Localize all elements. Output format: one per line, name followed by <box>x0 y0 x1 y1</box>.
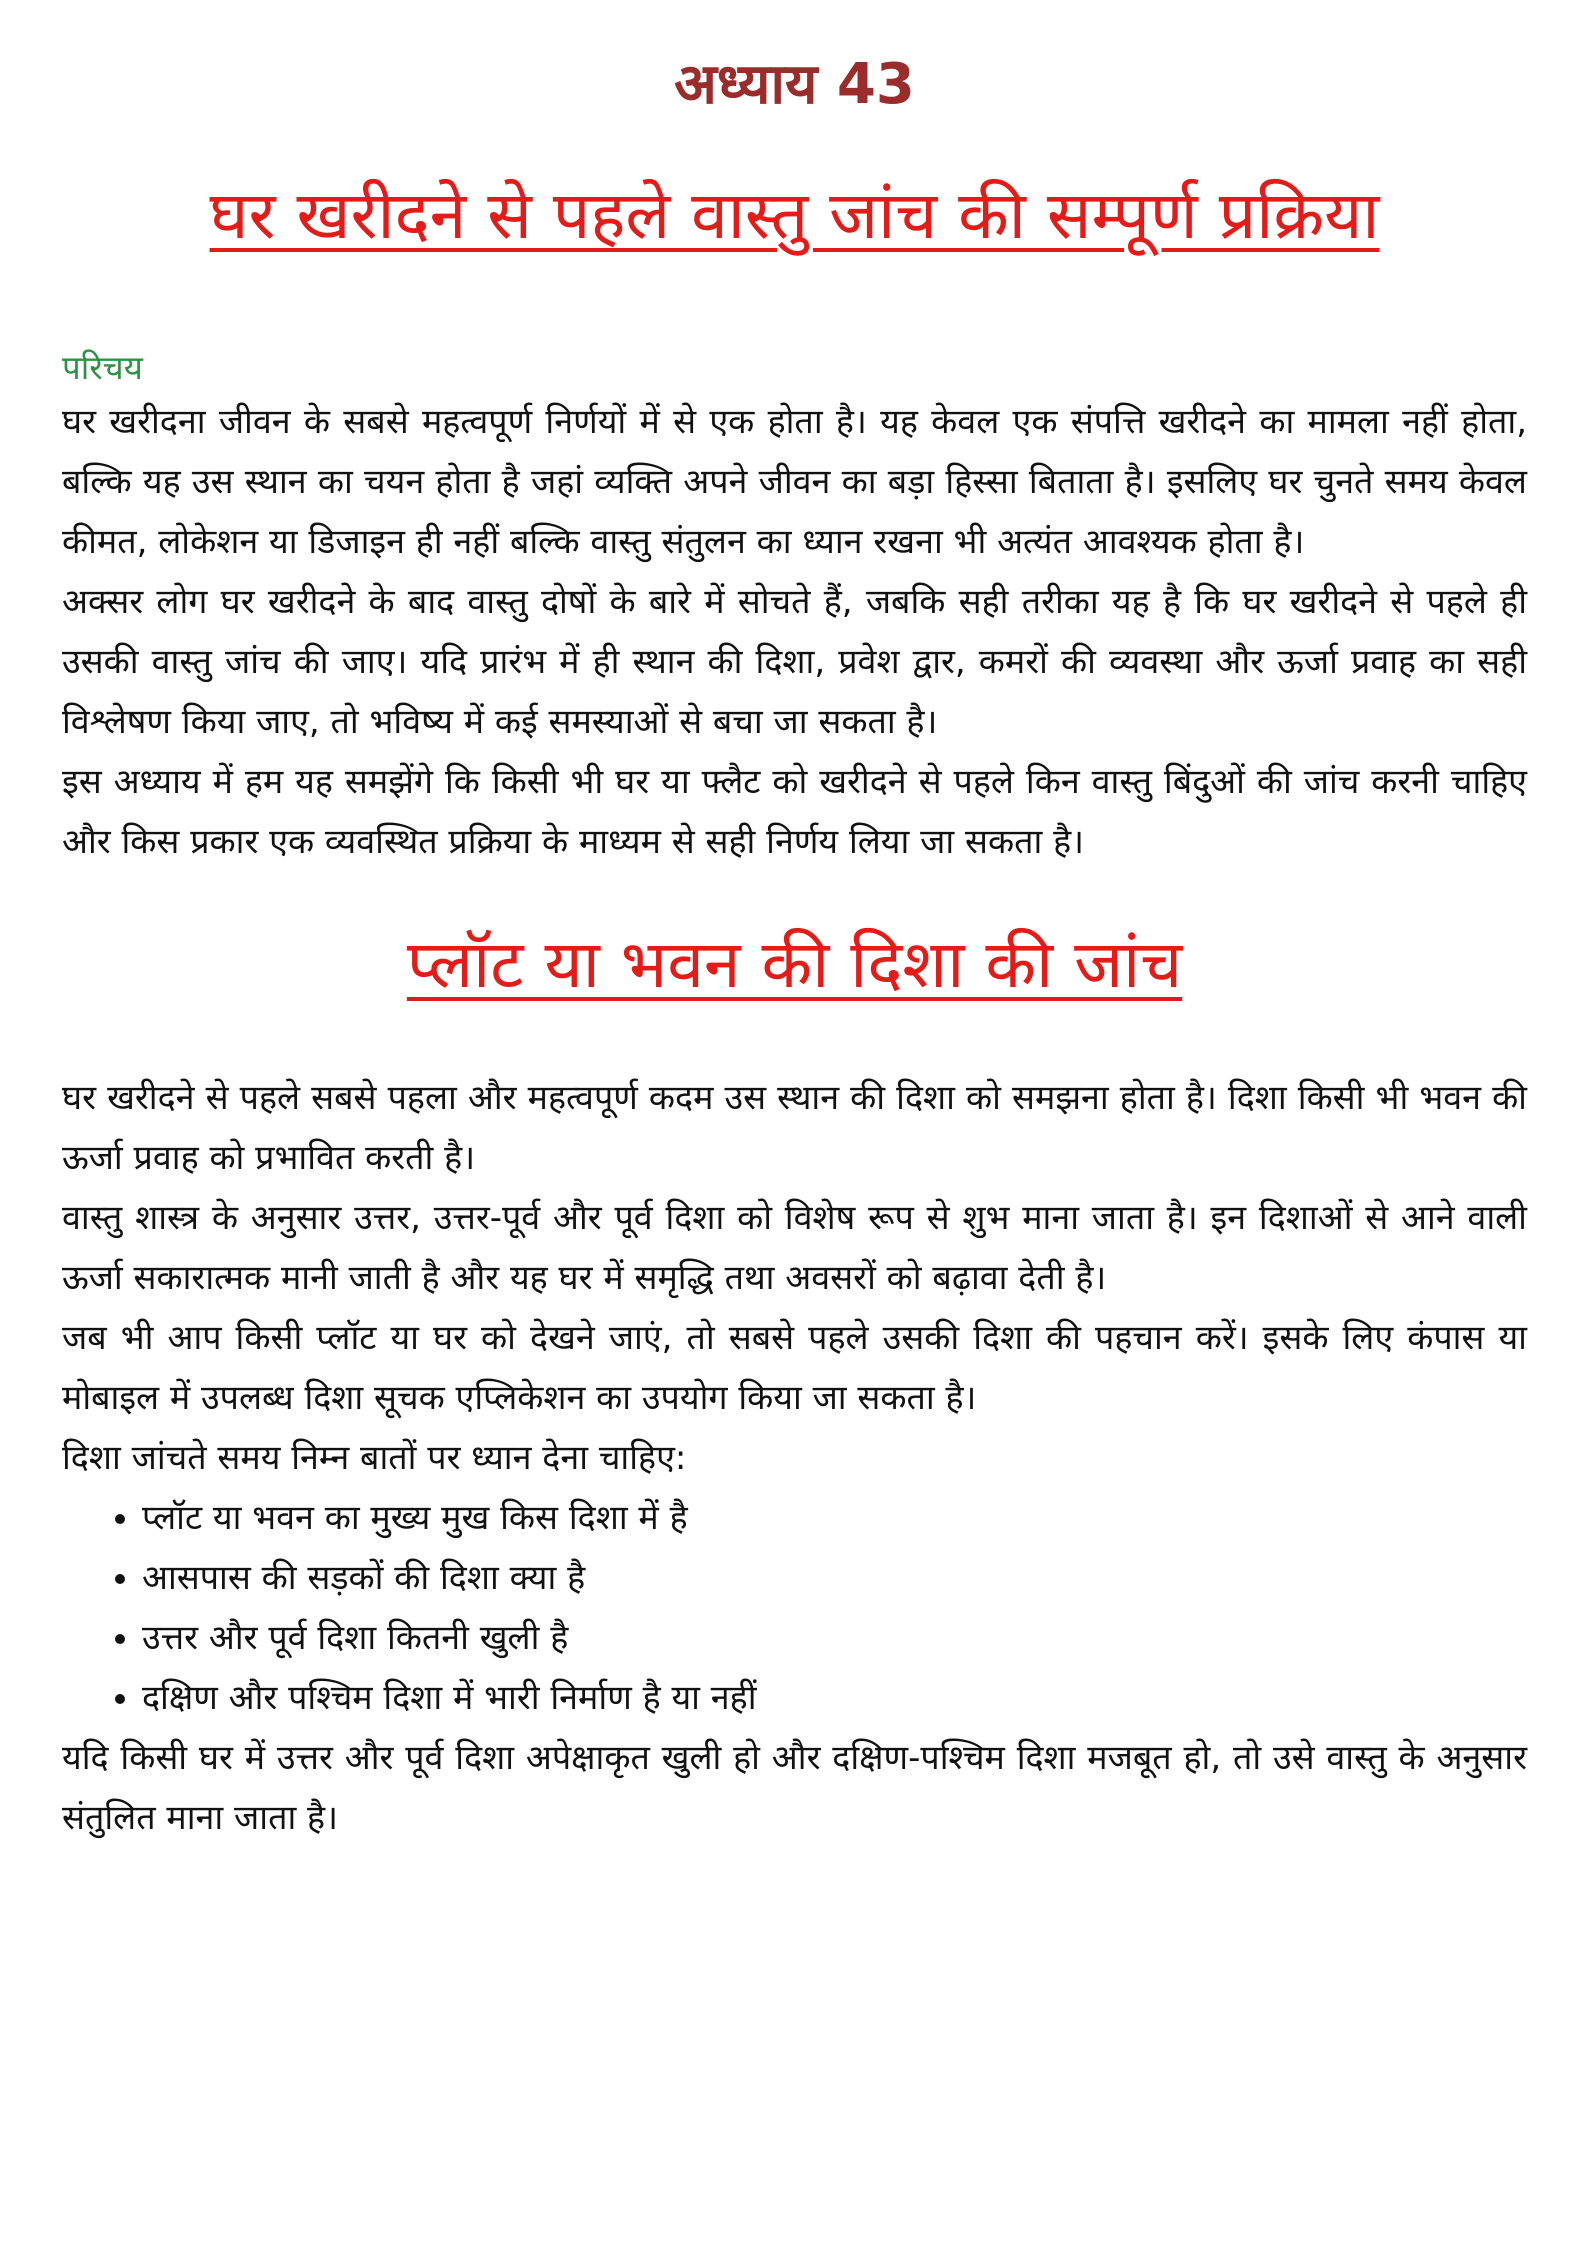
chapter-number: अध्याय 43 <box>674 52 915 117</box>
section-paragraph: जब भी आप किसी प्लॉट या घर को देखने जाएं, तो सबसे पहले उसकी दिशा की पहचान करें। इसके लिए कंपास या मोबाइल में उपलब्ध दिशा सूचक एप्लिकेशन का उपयोग किया जा सकता है। <box>62 1318 1527 1418</box>
section-heading: प्लॉट या भवन की दिशा की जांच <box>406 926 1183 1003</box>
document-page <box>62 40 1527 1848</box>
intro-paragraph: अक्सर लोग घर खरीदने के बाद वास्तु दोषों के बारे में सोचते हैं, जबकि सही तरीका यह है कि घर खरीदने से पहले ही उसकी वास्तु जांच की जाए। यदि प्रारंभ में ही स्थान की दिशा, प्रवेश द्वार, कमरों की व्यवस्था और ऊर्जा प्रवाह का सही विश्लेषण किया जाए, तो भविष्य में कई समस्याओं से बचा जा सकता है। <box>62 582 1527 742</box>
checklist-intro: दिशा जांचते समय निम्न बातों पर ध्यान देना चाहिए: <box>62 1438 687 1478</box>
chapter-title: घर खरीदने से पहले वास्तु जांच की सम्पूर्ण प्रक्रिया <box>209 177 1380 254</box>
intro-label: परिचय <box>62 348 143 387</box>
intro-paragraph: घर खरीदना जीवन के सबसे महत्वपूर्ण निर्णयों में से एक होता है। यह केवल एक संपत्ति खरीदने का मामला नहीं होता, बल्कि यह उस स्थान का चयन होता है जहां व्यक्ति अपने जीवन का बड़ा हिस्सा बिताता है। इसलिए घर चुनते समय केवल कीमत, लोकेशन या डिजाइन ही नहीं बल्कि वास्तु संतुलन का ध्यान रखना भी अत्यंत आवश्यक होता है। <box>62 402 1527 562</box>
direction-checklist <box>62 1488 1527 1728</box>
checklist-item: • प्लॉट या भवन का मुख्य मुख किस दिशा में है <box>142 1488 1527 1548</box>
intro-paragraph: इस अध्याय में हम यह समझेंगे कि किसी भी घर या फ्लैट को खरीदने से पहले किन वास्तु बिंदुओं की जांच करनी चाहिए और किस प्रकार एक व्यवस्थित प्रक्रिया के माध्यम से सही निर्णय लिया जा सकता है। <box>62 762 1527 862</box>
checklist-item: • उत्तर और पूर्व दिशा कितनी खुली है <box>142 1608 1527 1668</box>
checklist-item: • आसपास की सड़कों की दिशा क्या है <box>142 1548 1527 1608</box>
section-conclusion: यदि किसी घर में उत्तर और पूर्व दिशा अपेक्षाकृत खुली हो और दक्षिण-पश्चिम दिशा मजबूत हो, तो उसे वास्तु के अनुसार संतुलित माना जाता है। <box>62 1738 1527 1838</box>
section-paragraph: वास्तु शास्त्र के अनुसार उत्तर, उत्तर-पूर्व और पूर्व दिशा को विशेष रूप से शुभ माना जाता है। इन दिशाओं से आने वाली ऊर्जा सकारात्मक मानी जाती है और यह घर में समृद्धि तथा अवसरों को बढ़ावा देती है। <box>62 1198 1527 1298</box>
section-paragraph: घर खरीदने से पहले सबसे पहला और महत्वपूर्ण कदम उस स्थान की दिशा को समझना होता है। दिशा किसी भी भवन की ऊर्जा प्रवाह को प्रभावित करती है। <box>62 1078 1527 1178</box>
checklist-item: • दक्षिण और पश्चिम दिशा में भारी निर्माण है या नहीं <box>142 1668 1527 1728</box>
